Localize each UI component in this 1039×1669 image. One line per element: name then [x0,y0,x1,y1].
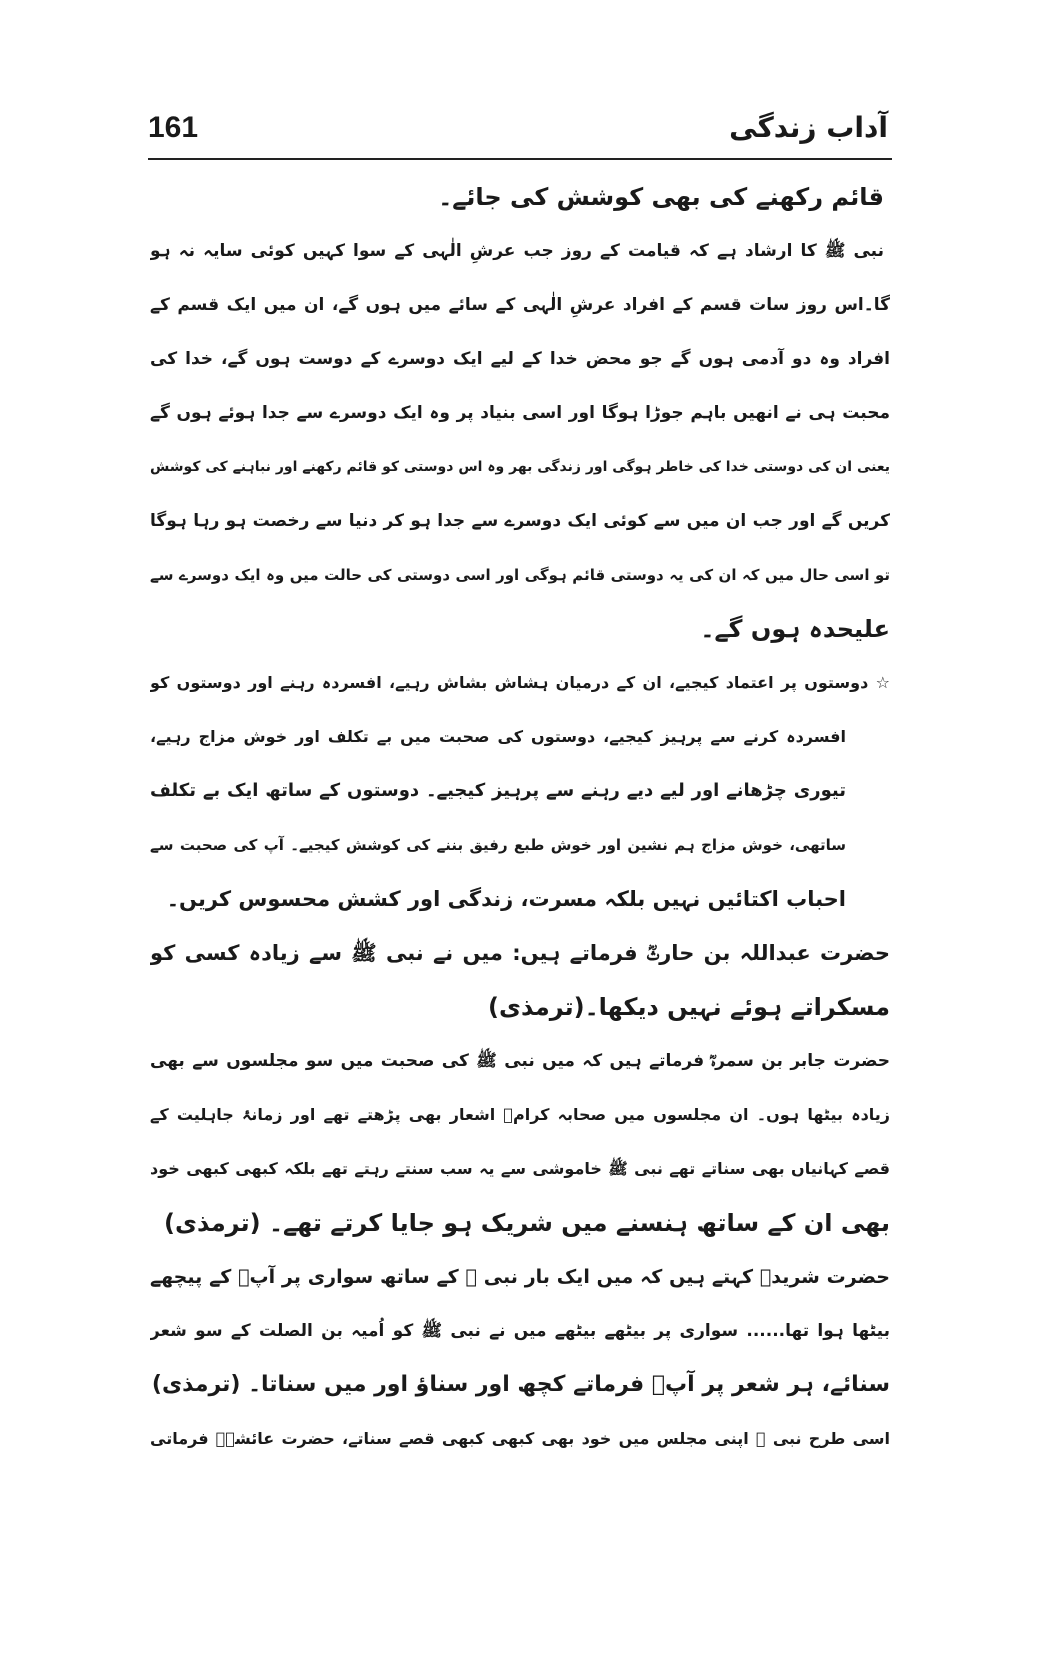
header-rule [148,158,892,160]
text-line: کریں گے اور جب ان میں سے کوئی ایک دوسرے سے جدا ہو کر دنیا سے رخصت ہو رہا ہوگا [150,511,890,531]
text-line: اسی طرح نبی ﷺ اپنی مجلس میں خود بھی کبھی کبھی قصے سناتے، حضرت عائشہؓ فرماتی [150,1429,890,1448]
text-line: ☆ دوستوں پر اعتماد کیجیے، ان کے درمیان ہشاش بشاش رہیے، افسردہ رہنے اور دوستوں کو [150,673,890,692]
text-line: سنائے، ہر شعر پر آپؐ فرماتے کچھ اور سناؤ اور میں سناتا۔ (ترمذی) [151,1372,890,1397]
text-line: تیوری چڑھانے اور لیے دیے رہنے سے پرہیز کیجیے۔ دوستوں کے ساتھ ایک بے تکلف [150,780,846,801]
text-line: گا۔اس روز سات قسم کے افراد عرشِ الٰہی کے سائے میں ہوں گے، ان میں ایک قسم کے [150,295,890,315]
text-line: بھی ان کے ساتھ ہنسنے میں شریک ہو جایا کرتے تھے۔ (ترمذی) [163,1209,890,1237]
text-line: مسکراتے ہوئے نہیں دیکھا۔(ترمذی) [488,993,890,1021]
text-line: افسردہ کرنے سے پرہیز کیجیے، دوستوں کی صحبت میں بے تکلف اور خوش مزاج رہیے، [150,727,846,746]
text-line: نبی ﷺ کا ارشاد ہے کہ قیامت کے روز جب عرشِ الٰہی کے سوا کہیں کوئی سایہ نہ ہو [150,241,884,261]
text-line: ساتھی، خوش مزاج ہم نشین اور خوش طبع رفیق بننے کی کوشش کیجیے۔ آپ کی صحبت سے [150,836,846,854]
text-line: احباب اکتائیں نہیں بلکہ مسرت، زندگی اور کشش محسوس کریں۔ [166,887,846,911]
text-line: قصے کہانیاں بھی سناتے تھے نبی ﷺ خاموشی سے یہ سب سنتے رہتے تھے بلکہ کبھی کبھی خود [150,1159,890,1178]
page-number: 161 [148,111,199,144]
text-line: قائم رکھنے کی بھی کوشش کی جائے۔ [438,183,884,211]
text-line: علیحدہ ہوں گے۔ [700,615,890,643]
text-line: حضرت شریدؓ کہتے ہیں کہ میں ایک بار نبی ﷺ کے ساتھ سواری پر آپؐ کے پیچھے [150,1266,890,1288]
text-line: حضرت عبداللہ بن حارثؓ فرماتے ہیں: میں نے نبی ﷺ سے زیادہ کسی کو [150,941,890,965]
text-line: بیٹھا ہوا تھا...... سواری پر بیٹھے بیٹھے میں نے نبی ﷺ کو اُمیہ بن الصلت کے سو شعر [150,1321,890,1341]
text-line: حضرت جابر بن سمرہؓ فرماتے ہیں کہ میں نبی ﷺ کی صحبت میں سو مجلسوں سے بھی [150,1051,890,1071]
page-body [150,170,890,1466]
text-line: زیادہ بیٹھا ہوں۔ ان مجلسوں میں صحابہ کرامؓ اشعار بھی پڑھتے تھے اور زمانۂ جاہلیت کے [150,1105,890,1124]
page-header [148,108,888,160]
running-title: آداب زندگی [729,111,888,144]
text-line: تو اسی حال میں کہ ان کی یہ دوستی قائم ہوگی اور اسی دوستی کی حالت میں وہ ایک دوسرے سے [150,566,890,584]
text-line: محبت ہی نے انھیں باہم جوڑا ہوگا اور اسی بنیاد پر وہ ایک دوسرے سے جدا ہوئے ہوں گے [150,403,890,423]
text-line: یعنی ان کی دوستی خدا کی خاطر ہوگی اور زندگی بھر وہ اس دوستی کو قائم رکھنے اور نباہنے کی کوشش [150,459,890,475]
text-line: افراد وہ دو آدمی ہوں گے جو محض خدا کے لیے ایک دوسرے کے دوست ہوں گے، خدا کی [150,349,890,369]
